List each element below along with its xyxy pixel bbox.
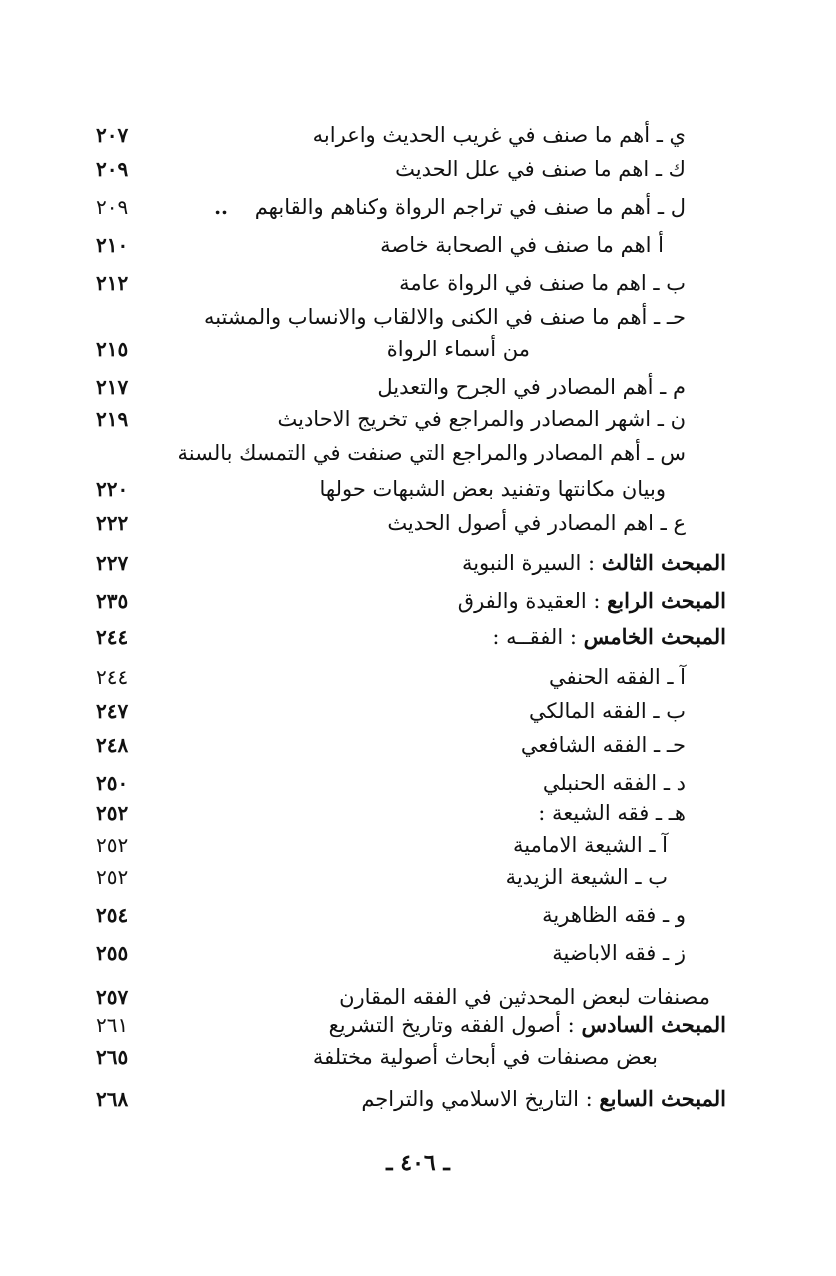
page-number-footer: ـ ٤٠٦ ـ [386,1150,450,1176]
toc-section-title: : الفقــه : [492,625,577,649]
toc-entry-text: آ ـ الفقه الحنفي [548,665,686,689]
toc-entry-text: ل ـ أهم ما صنف في تراجم الرواة وكناهم والقابهم [254,195,686,219]
toc-entry [96,402,726,436]
toc-page-number: ٢٥٢ [96,865,129,889]
toc-entry [96,766,726,800]
toc-section-line [492,620,726,654]
toc-section-line [329,1008,726,1042]
toc-page-number: ٢١٢ [96,271,129,295]
toc-entry [96,506,726,540]
toc-page-number: ٢١٠ [96,233,129,257]
toc-entry [96,936,726,970]
toc-entry [96,898,726,932]
toc-page-number: ٢٥٤ [96,903,129,927]
toc-page-number: ٢٠٩ [96,195,129,219]
toc-section [96,620,726,654]
toc-page-number: ٢٣٥ [96,589,129,613]
toc-leader-dots: .. [214,195,228,219]
toc-page-number: ٢١٥ [96,337,129,361]
toc-entry [96,860,726,894]
toc-entry-text: ي ـ أهم ما صنف في غريب الحديث واعرابه [312,123,686,147]
toc-section [96,546,726,580]
toc-entry-text: ب ـ اهم ما صنف في الرواة عامة [399,271,686,295]
toc-entry-text: مصنفات لبعض المحدثين في الفقه المقارن [339,985,710,1009]
toc-entry [96,300,726,334]
toc-section-title: : السيرة النبوية [461,551,596,575]
toc-entry [96,660,726,694]
toc-section-heading: المبحث السادس [581,1012,726,1037]
toc-entry-text: د ـ الفقه الحنبلي [542,771,686,795]
toc-section [96,584,726,618]
toc-entry-text: حـ ـ الفقه الشافعي [520,733,686,757]
toc-page-number: ٢٥٧ [96,985,129,1009]
toc-page-number: ٢٤٧ [96,699,129,723]
toc-section-title: : العقيدة والفرق [457,589,601,613]
toc-entry [96,266,726,300]
toc-page-number: ٢٥٢ [96,801,129,825]
toc-entry-text: آ ـ الشيعة الامامية [512,833,668,857]
toc-page-number: ٢٥٢ [96,833,129,857]
toc-entry [96,694,726,728]
toc-page-number: ٢٠٩ [96,157,129,181]
toc-page-number: ٢١٧ [96,375,129,399]
toc-section-line [458,584,726,618]
toc-entry-text: ب ـ الشيعة الزيدية [505,865,668,889]
toc-section-heading: المبحث الثالث [601,550,726,575]
toc-entry [96,228,726,262]
toc-entry [96,1040,726,1074]
toc-section [96,1008,726,1042]
toc-entry [96,118,726,152]
toc-entry-text: من أسماء الرواة [386,337,530,361]
toc-entry-text: ن ـ اشهر المصادر والمراجع في تخريج الاحاديث [277,407,686,431]
toc-section-line [361,1082,726,1116]
toc-entry [96,472,726,506]
toc-section-heading: المبحث الرابع [607,588,726,613]
toc-section-heading: المبحث السابع [599,1086,726,1111]
toc-page-number: ٢٤٤ [96,625,129,649]
toc-page-number: ٢٥٥ [96,941,129,965]
toc-entry-text: س ـ أهم المصادر والمراجع التي صنفت في التمسك بالسنة [177,441,686,465]
toc-page-number: ٢٤٨ [96,733,129,757]
toc-entry [96,152,726,186]
toc-entry-text: حـ ـ أهم ما صنف في الكنى والالقاب والانساب والمشتبه [203,305,686,329]
toc-entry [96,728,726,762]
toc-entry-text: ك ـ اهم ما صنف في علل الحديث [395,157,686,181]
toc-page-number: ٢٥٠ [96,771,129,795]
toc-section-title: : أصول الفقه وتاريخ التشريع [328,1013,575,1037]
toc-entry-text: ز ـ فقه الاباضية [552,941,686,965]
toc-section-heading: المبحث الخامس [583,624,726,649]
toc-entry-text: هـ ـ فقه الشيعة : [538,801,686,825]
toc-page-number: ٢١٩ [96,407,129,431]
toc-entry-text: ع ـ اهم المصادر في أصول الحديث [387,511,686,535]
toc-page-number: ٢٢٧ [96,551,129,575]
toc-section [96,1082,726,1116]
toc-entry-text: و ـ فقه الظاهرية [542,903,686,927]
toc-entry [96,828,726,862]
toc-page-number: ٢٦١ [96,1013,129,1037]
toc-entry [96,796,726,830]
toc-entry-text: أ اهم ما صنف في الصحابة خاصة [380,233,664,257]
toc-page-number: ٢٦٥ [96,1045,129,1069]
toc-page-number: ٢٢٢ [96,511,129,535]
toc-entry-text: بعض مصنفات في أبحاث أصولية مختلفة [312,1045,658,1069]
toc-page-number: ٢٠٧ [96,123,129,147]
toc-entry-text: ب ـ الفقه المالكي [529,699,686,723]
toc-page-number: ٢٢٠ [96,477,129,501]
toc-entry-text: م ـ أهم المصادر في الجرح والتعديل [377,375,686,399]
toc-section-title: : التاريخ الاسلامي والتراجم [361,1087,593,1111]
toc-section-line [462,546,726,580]
toc-entry-text: وبيان مكانتها وتفنيد بعض الشبهات حولها [319,477,666,501]
toc-page-number: ٢٦٨ [96,1087,129,1111]
toc-entry [96,332,726,366]
toc-entry [96,436,726,470]
toc-entry [96,370,726,404]
toc-page-number: ٢٤٤ [96,665,129,689]
toc-entry [96,190,726,224]
